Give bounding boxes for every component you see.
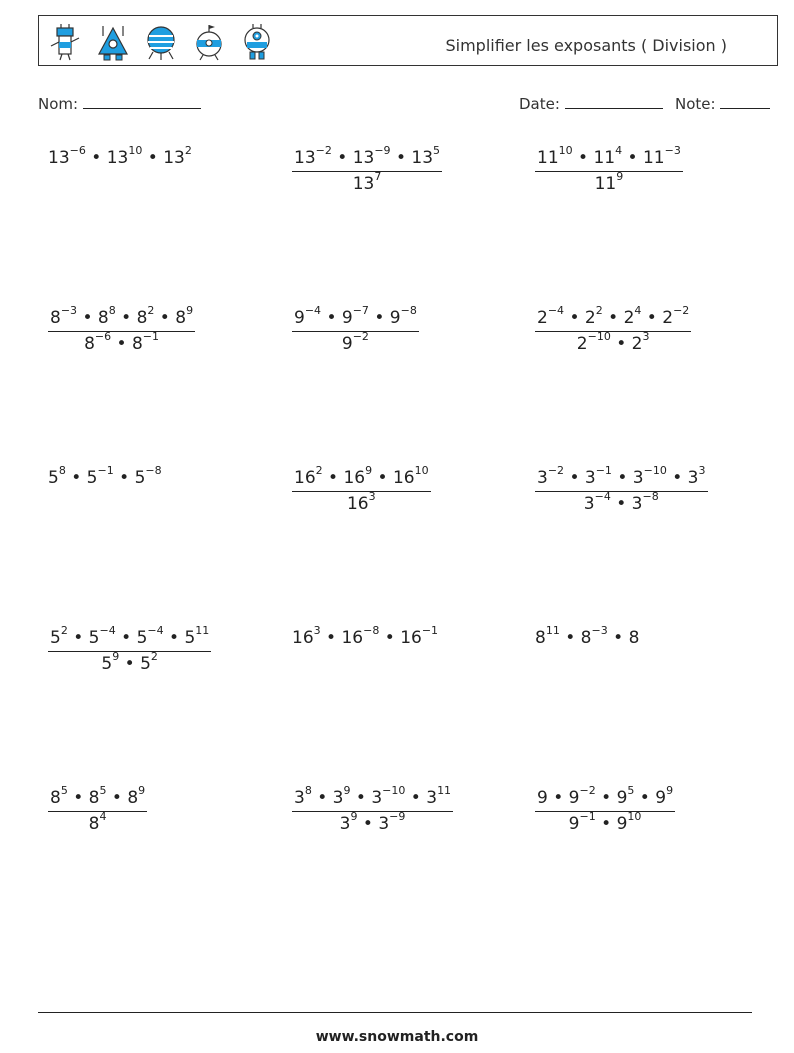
- problem-12: [535, 624, 640, 648]
- numerator: $2^{-4}$ • $2^2$ • $2^4$ • $2^{-2}$: [537, 304, 690, 328]
- robot-triangle-icon: [95, 22, 131, 62]
- term-exponent: 5: [433, 144, 441, 158]
- term-base: 9: [568, 814, 580, 834]
- numerator: $8^5$ • $8^5$ • $8^9$: [50, 784, 146, 808]
- term-base: 13: [106, 148, 129, 168]
- term-base: 3: [332, 788, 344, 808]
- term-exponent: −3: [60, 304, 78, 318]
- denominator: $3^{-4}$ • $3^{-8}$: [535, 491, 708, 514]
- footer-website: www.snowmath.com: [315, 1029, 479, 1045]
- term-exponent: −4: [99, 624, 116, 638]
- date-label: Date:: [519, 95, 560, 113]
- denominator: [535, 171, 683, 194]
- term-exponent: 9: [112, 650, 120, 664]
- term-base: 3: [378, 814, 390, 834]
- term-base: 9: [341, 334, 353, 354]
- term-base: 9: [616, 814, 628, 834]
- problem-15: [535, 784, 675, 834]
- term-exponent: 10: [627, 810, 642, 824]
- term-base: 2: [584, 308, 596, 328]
- grade-label: Note:: [675, 95, 716, 113]
- robot-icons: [47, 22, 275, 62]
- expression: $13^{-6}$ • $13^{10}$ • $13^2$: [48, 144, 192, 168]
- term-exponent: 10: [414, 464, 429, 478]
- term-base: 16: [346, 494, 369, 514]
- term-base: 2: [662, 308, 674, 328]
- term-base: 5: [101, 654, 113, 674]
- term-exponent: 8: [58, 464, 66, 478]
- term-base: 8: [127, 788, 139, 808]
- term-exponent: −1: [142, 330, 159, 344]
- term-base: 2: [631, 334, 643, 354]
- numerator: $13^{-2}$ • $13^{-9}$ • $13^5$: [294, 144, 441, 168]
- problem-8: [292, 464, 431, 514]
- numerator: $5^2$ • $5^{-4}$ • $5^{-4}$ • $5^{11}$: [50, 624, 210, 648]
- term-base: 5: [86, 468, 98, 488]
- fraction: [535, 304, 691, 354]
- term-base: 2: [576, 334, 588, 354]
- term-exponent: −4: [304, 304, 322, 318]
- term-exponent: 9: [616, 170, 624, 184]
- term-exponent: 9: [666, 784, 674, 798]
- term-base: 16: [343, 468, 366, 488]
- worksheet-title: Simplifier les exposants ( Division ): [445, 36, 727, 55]
- term-base: 3: [371, 788, 383, 808]
- term-base: 16: [392, 468, 415, 488]
- term-base: 11: [593, 148, 616, 168]
- term-base: 13: [294, 148, 316, 168]
- term-exponent: 3: [698, 464, 706, 478]
- expression: $16^3$ • $16^{-8}$ • $16^{-1}$: [292, 624, 439, 648]
- term-exponent: 4: [634, 304, 642, 318]
- term-base: 8: [84, 334, 95, 354]
- term-base: 3: [631, 494, 643, 514]
- term-exponent: −2: [673, 304, 690, 318]
- term-exponent: 4: [615, 144, 623, 158]
- problem-14: [292, 784, 453, 834]
- fraction: [292, 304, 419, 354]
- denominator: $9^{-1}$ • $9^{10}$: [535, 811, 675, 834]
- term-base: 8: [580, 628, 592, 648]
- robot-capsule-icon: [239, 22, 275, 62]
- term-base: 9: [341, 308, 353, 328]
- term-base: 5: [48, 468, 59, 488]
- term-base: 8: [88, 788, 100, 808]
- term-base: 9: [537, 788, 548, 808]
- term-exponent: 7: [374, 170, 382, 184]
- term-exponent: 2: [147, 304, 155, 318]
- term-exponent: 8: [304, 784, 312, 798]
- term-exponent: −8: [145, 464, 162, 478]
- term-base: 3: [632, 468, 644, 488]
- term-exponent: 9: [365, 464, 373, 478]
- fraction: [48, 304, 195, 354]
- numerator: $8^{-3}$ • $8^8$ • $8^2$ • $8^9$: [50, 304, 194, 328]
- term-base: 13: [411, 148, 434, 168]
- term-exponent: −8: [400, 304, 417, 318]
- footer-rule: [38, 1012, 752, 1013]
- fraction: [48, 784, 147, 834]
- fraction: [292, 784, 453, 834]
- problem-6: [535, 304, 691, 354]
- grade-line[interactable]: [720, 94, 770, 109]
- term-exponent: −4: [594, 490, 611, 504]
- term-exponent: −1: [97, 464, 114, 478]
- term-base: 8: [97, 308, 109, 328]
- term-exponent: 4: [99, 810, 107, 824]
- denominator: $8^{-6}$ • $8^{-1}$: [48, 331, 195, 354]
- date-field[interactable]: [519, 94, 663, 113]
- term-exponent: 11: [195, 624, 210, 638]
- term-exponent: 10: [128, 144, 143, 158]
- problem-5: [292, 304, 419, 354]
- robot-striped-ball-icon: [143, 22, 179, 62]
- term-exponent: 2: [315, 464, 323, 478]
- denominator: [292, 331, 419, 354]
- term-base: 16: [294, 468, 316, 488]
- term-exponent: −10: [382, 784, 406, 798]
- name-line[interactable]: [83, 94, 201, 109]
- fraction: [535, 784, 675, 834]
- term-exponent: 3: [368, 490, 376, 504]
- term-exponent: −1: [595, 464, 612, 478]
- denominator: $5^9$ • $5^2$: [48, 651, 211, 674]
- term-exponent: −10: [587, 330, 611, 344]
- term-exponent: 9: [350, 810, 358, 824]
- term-exponent: 8: [108, 304, 116, 318]
- numerator: 9 • $9^{-2}$ • $9^5$ • $9^9$: [537, 784, 674, 808]
- problem-7: [48, 464, 162, 488]
- term-exponent: −7: [352, 304, 369, 318]
- header-box: [38, 15, 778, 66]
- term-exponent: 2: [595, 304, 603, 318]
- term-base: 13: [352, 148, 375, 168]
- term-exponent: 9: [186, 304, 194, 318]
- denominator: [292, 491, 431, 514]
- term-exponent: 2: [150, 650, 158, 664]
- term-base: 5: [136, 628, 148, 648]
- term-base: 5: [134, 468, 146, 488]
- term-base: 11: [594, 174, 617, 194]
- term-exponent: −2: [315, 144, 332, 158]
- term-exponent: 5: [99, 784, 107, 798]
- term-base: 3: [294, 788, 305, 808]
- term-base: 8: [50, 788, 61, 808]
- term-exponent: −2: [352, 330, 369, 344]
- fraction: [292, 464, 431, 514]
- term-exponent: 3: [642, 330, 650, 344]
- denominator: [292, 171, 442, 194]
- term-base: 2: [537, 308, 548, 328]
- term-exponent: −6: [94, 330, 112, 344]
- term-base: 3: [584, 468, 596, 488]
- term-base: 9: [655, 788, 667, 808]
- term-base: 3: [537, 468, 548, 488]
- term-base: 8: [175, 308, 187, 328]
- problem-4: [48, 304, 195, 354]
- term-base: 9: [616, 788, 628, 808]
- problem-13: [48, 784, 147, 834]
- term-base: 8: [131, 334, 143, 354]
- robot-dome-icon: [191, 22, 227, 62]
- term-base: 8: [50, 308, 61, 328]
- term-exponent: 2: [60, 624, 68, 638]
- term-base: 9: [294, 308, 305, 328]
- expression: $5^8$ • $5^{-1}$ • $5^{-8}$: [48, 464, 162, 488]
- grade-field[interactable]: [675, 94, 770, 113]
- term-base: 3: [339, 814, 351, 834]
- numerator: $3^8$ • $3^9$ • $3^{-10}$ • $3^{11}$: [294, 784, 452, 808]
- term-exponent: −6: [69, 144, 86, 158]
- term-base: 5: [88, 628, 100, 648]
- fraction: [48, 624, 211, 674]
- term-exponent: −10: [643, 464, 667, 478]
- problem-11: [292, 624, 439, 648]
- denominator: [48, 811, 147, 834]
- numerator: $16^2$ • $16^9$ • $16^{10}$: [294, 464, 429, 488]
- term-exponent: −9: [374, 144, 391, 158]
- term-exponent: −2: [579, 784, 596, 798]
- robot-antenna-icon: [47, 22, 83, 62]
- term-base: 16: [292, 628, 314, 648]
- expression: $8^{11}$ • $8^{-3}$ • 8: [535, 624, 640, 648]
- name-label: Nom:: [38, 95, 79, 113]
- term-base: 8: [136, 308, 148, 328]
- fraction: [292, 144, 442, 194]
- term-base: 8: [535, 628, 546, 648]
- numerator: $3^{-2}$ • $3^{-1}$ • $3^{-10}$ • $3^3$: [537, 464, 706, 488]
- date-line[interactable]: [565, 94, 663, 109]
- term-exponent: 3: [313, 624, 321, 638]
- problem-10: [48, 624, 211, 674]
- name-field[interactable]: [38, 94, 201, 113]
- problem-3: [535, 144, 683, 194]
- term-exponent: 11: [545, 624, 560, 638]
- term-base: 8: [628, 628, 640, 648]
- term-exponent: 9: [343, 784, 351, 798]
- term-base: 9: [389, 308, 401, 328]
- numerator: $11^{10}$ • $11^4$ • $11^{-3}$: [537, 144, 681, 168]
- term-base: 13: [352, 174, 375, 194]
- denominator: $3^9$ • $3^{-9}$: [292, 811, 453, 834]
- term-base: 3: [426, 788, 438, 808]
- term-base: 11: [642, 148, 665, 168]
- term-exponent: 10: [558, 144, 573, 158]
- term-base: 8: [88, 814, 100, 834]
- term-exponent: −8: [642, 490, 659, 504]
- term-base: 2: [623, 308, 635, 328]
- term-base: 11: [537, 148, 559, 168]
- term-exponent: −9: [389, 810, 406, 824]
- term-base: 9: [568, 788, 580, 808]
- term-exponent: 2: [184, 144, 192, 158]
- fraction: [535, 144, 683, 194]
- term-base: 13: [48, 148, 70, 168]
- term-exponent: −3: [664, 144, 681, 158]
- fraction: [535, 464, 708, 514]
- term-exponent: 5: [60, 784, 68, 798]
- term-base: 3: [583, 494, 595, 514]
- problem-1: [48, 144, 192, 168]
- term-base: 3: [687, 468, 699, 488]
- denominator: $2^{-10}$ • $2^3$: [535, 331, 691, 354]
- numerator: $9^{-4}$ • $9^{-7}$ • $9^{-8}$: [294, 304, 417, 328]
- term-exponent: −8: [363, 624, 380, 638]
- term-exponent: −2: [547, 464, 565, 478]
- problem-2: [292, 144, 442, 194]
- term-exponent: −1: [579, 810, 596, 824]
- term-base: 13: [163, 148, 185, 168]
- term-exponent: 5: [627, 784, 635, 798]
- term-base: 16: [341, 628, 364, 648]
- term-base: 5: [50, 628, 61, 648]
- term-exponent: 11: [437, 784, 452, 798]
- term-exponent: −4: [547, 304, 565, 318]
- problem-9: [535, 464, 708, 514]
- term-base: 16: [400, 628, 422, 648]
- term-exponent: −4: [147, 624, 164, 638]
- term-base: 5: [184, 628, 196, 648]
- term-exponent: 9: [138, 784, 146, 798]
- term-exponent: −3: [591, 624, 608, 638]
- term-base: 5: [140, 654, 151, 674]
- term-exponent: −1: [421, 624, 439, 638]
